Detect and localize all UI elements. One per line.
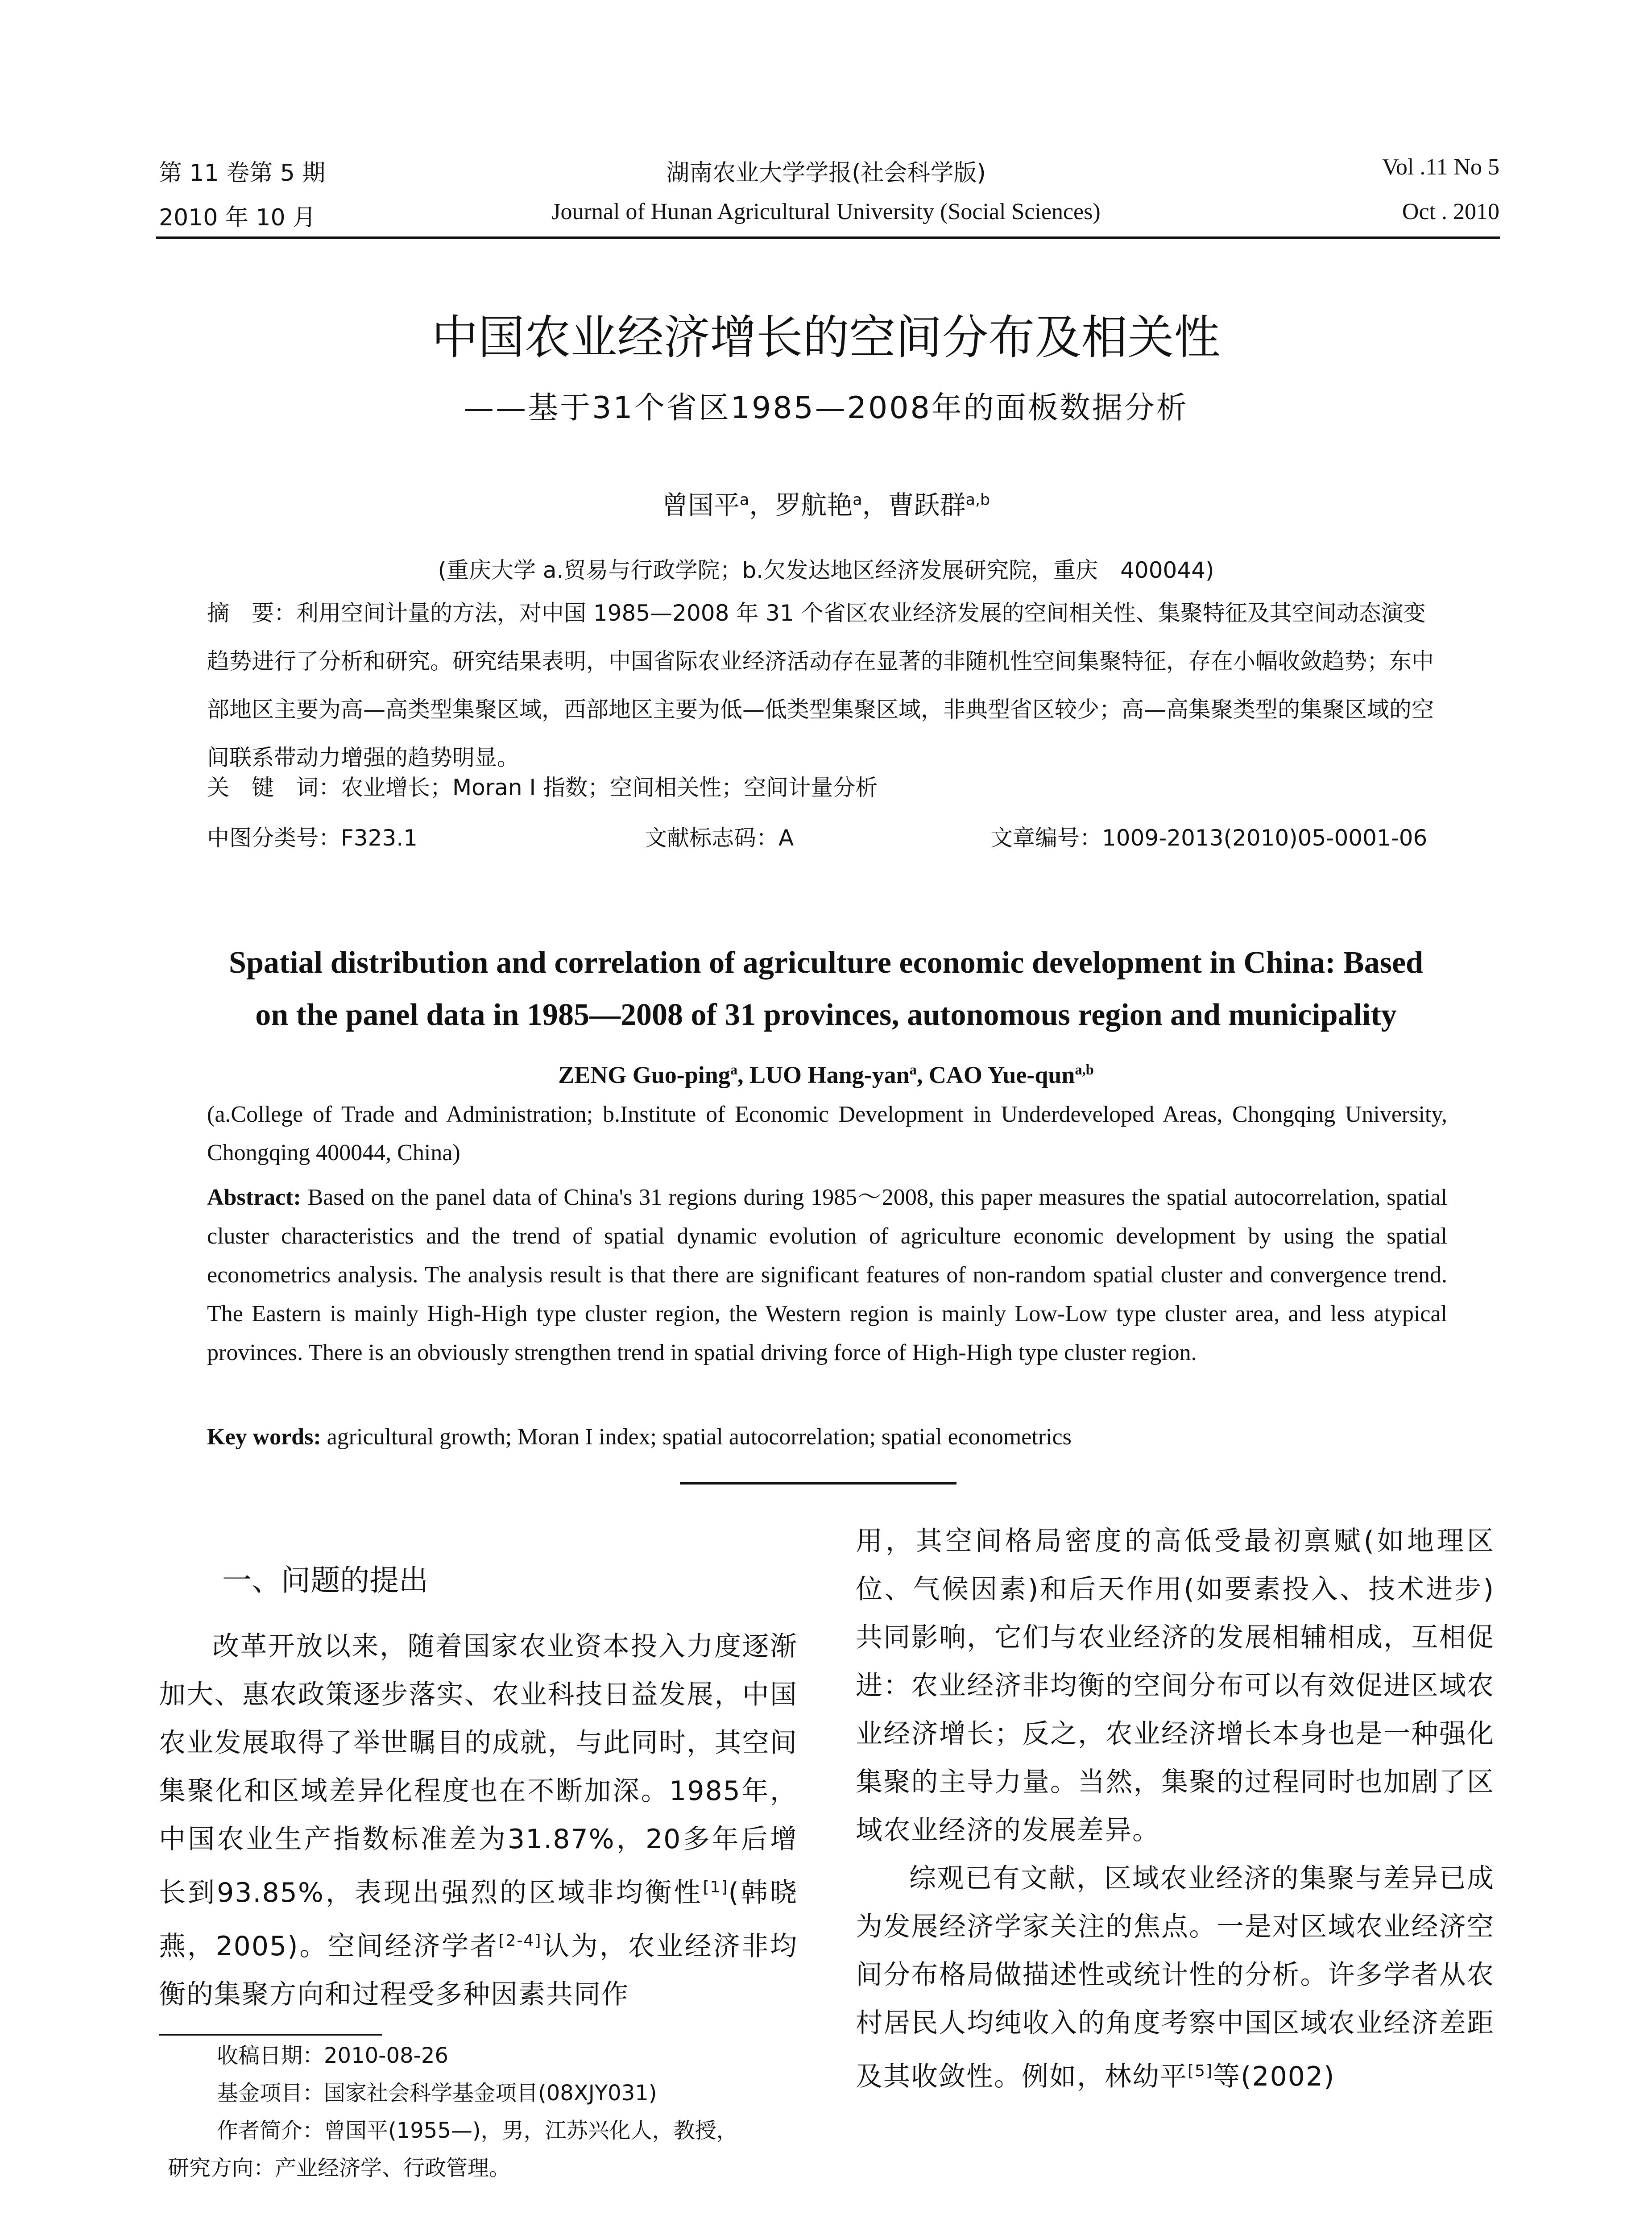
keywords-cn-label: 关 键 词： <box>207 775 341 800</box>
footnote-rule <box>159 2034 382 2036</box>
abstract-cn-label: 摘 要： <box>207 600 296 626</box>
article-number: 文章编号：1009-2013(2010)05-0001-06 <box>990 825 1428 851</box>
body-left-column <box>159 1622 798 2019</box>
header-date-cn: 2010 年 10 月 <box>159 204 316 231</box>
paper-title-en-line1: Spatial distribution and correlation of agriculture economic development in China: Based <box>229 945 1423 980</box>
section-heading: 一、问题的提出 <box>222 1563 428 1597</box>
footnotes <box>159 2037 798 2187</box>
paper-title-cn: 中国农业经济增长的空间分布及相关性 <box>431 310 1221 365</box>
header-rule <box>156 236 1500 239</box>
abstract-separator <box>680 1482 956 1485</box>
author-en-3: CAO Yue-qun <box>928 1062 1075 1088</box>
footnote-received: 收稿日期：2010-08-26 <box>217 2043 448 2068</box>
authors-en: ZENG Guo-ping$^a$, LUO Hang-yan$^a$, CAO Yue-qun$^{a,b}$ <box>558 1062 1094 1088</box>
keywords-cn <box>207 770 878 802</box>
clc-number: 中图分类号：F323.1 <box>207 825 418 851</box>
affiliation-cn: (重庆大学 a.贸易与行政学院；b.欠发达地区经济发展研究院，重庆 400044) <box>438 557 1214 583</box>
header-volume-cn: 第 11 卷第 5 期 <box>159 160 326 187</box>
abstract-en-text: Based on the panel data of China's 31 regions during 1985～2008, this paper measures the spatial autocorrelation, spatial cluster characteristics and the trend of spatial dynamic evolution of agriculture economic development by using the spatial econometrics analysis. The analysis result is that there are significant features of non-random spatial cluster and convergence trend. The Eastern is mainly High-High type cluster region, the Western region is mainly Low-Low type cluster area, and less atypical provinces. There is an obviously strengthen trend in spatial driving force of High-High type cluster region. <box>207 1185 1447 1365</box>
author-en-1: ZENG Guo-ping <box>558 1062 730 1088</box>
authors-cn: 曾国平$^a$，罗航艳$^a$，曹跃群$^{a,b}$ <box>662 490 990 520</box>
citation: [1] <box>703 1878 729 1896</box>
keywords-cn-text: 农业增长；Moran I 指数；空间相关性；空间计量分析 <box>341 775 878 800</box>
paragraph: 改革开放以来，随着国家农业资本投入力度逐渐加大、惠农政策逐步落实、农业科技日益发展，中国农业发展取得了举世瞩目的成就，与此同时，其空间集聚化和区域差异化程度也在不断加深。1985年，中国农业生产指数标准差为31.87%，20多年后增长到93.85%，表现出强烈的区域非均衡性[1](韩晓燕，2005)。空间经济学者[2-4]认为，农业经济非均衡的集聚方向和过程受多种因素共同作 <box>159 1631 798 2010</box>
document-code: 文献标志码：A <box>645 825 794 851</box>
citation: [2-4] <box>498 1932 542 1950</box>
paragraph: 用，其空间格局密度的高低受最初禀赋(如地理区位、气候因素)和后天作用(如要素投入、技术进步)共同影响，它们与农业经济的发展相辅相成，互相促进：农业经济非均衡的空间分布可以有效促进区域农业经济增长；反之，农业经济增长本身也是一种强化集聚的主导力量。当然，集聚的过程同时也加剧了区域农业经济的发展差异。 <box>856 1526 1495 1846</box>
author-cn-2: 罗航艳 <box>775 490 853 520</box>
keywords-en <box>207 1418 1447 1456</box>
paragraph: 综观已有文献，区域农业经济的集聚与差异已成为发展经济学家关注的焦点。一是对区域农业经济空间分布格局做描述性或统计性的分析。许多学者从农村居民人均纯收入的角度考察中国区域农业经济差距及其收敛性。例如，林幼平[5]等(2002) <box>856 1863 1495 2092</box>
author-cn-1: 曾国平 <box>662 490 740 520</box>
abstract-cn <box>207 589 1447 782</box>
keywords-en-label: Key words: <box>207 1424 321 1450</box>
citation: [5] <box>1188 2062 1213 2080</box>
footnote-author-cont: 研究方向：产业经济学、行政管理。 <box>168 2156 511 2181</box>
paper-title-en-line2: on the panel data in 1985—2008 of 31 provinces, autonomous region and municipality <box>255 998 1397 1032</box>
abstract-en <box>207 1178 1447 1372</box>
author-en-2: LUO Hang-yan <box>749 1062 910 1088</box>
keywords-en-text: agricultural growth; Moran I index; spatial autocorrelation; spatial econometrics <box>321 1424 1072 1450</box>
header-volume-en: Vol .11 No 5 <box>1382 154 1499 180</box>
footnote-author: 作者简介：曾国平(1955—)，男，江苏兴化人，教授， <box>217 2118 738 2143</box>
paper-subtitle-cn: ——基于31个省区1985—2008年的面板数据分析 <box>464 390 1188 426</box>
header-journal-en: Journal of Hunan Agricultural University (Social Sciences) <box>551 199 1101 224</box>
header-journal-cn: 湖南农业大学学报(社会科学版) <box>666 160 986 187</box>
header-date-en: Oct . 2010 <box>1402 199 1499 224</box>
author-cn-3: 曹跃群 <box>888 490 966 520</box>
body-right-column <box>856 1517 1495 2101</box>
abstract-en-label: Abstract: <box>207 1185 301 1210</box>
affiliation-en: (a.College of Trade and Administration; b.Institute of Economic Development in Underdeveloped Areas, Chongqing University, Chongqing 400044, China) <box>207 1102 1447 1165</box>
abstract-cn-text: 利用空间计量的方法，对中国 1985—2008 年 31 个省区农业经济发展的空间相关性、集聚特征及其空间动态演变趋势进行了分析和研究。研究结果表明，中国省际农业经济活动存在显著的非随机性空间集聚特征，存在小幅收敛趋势；东中部地区主要为高—高类型集聚区域，西部地区主要为低—低类型集聚区域，非典型省区较少；高—高集聚类型的集聚区域的空间联系带动力增强的趋势明显。 <box>207 600 1434 771</box>
footnote-fund: 基金项目：国家社会科学基金项目(08XJY031) <box>217 2081 657 2106</box>
